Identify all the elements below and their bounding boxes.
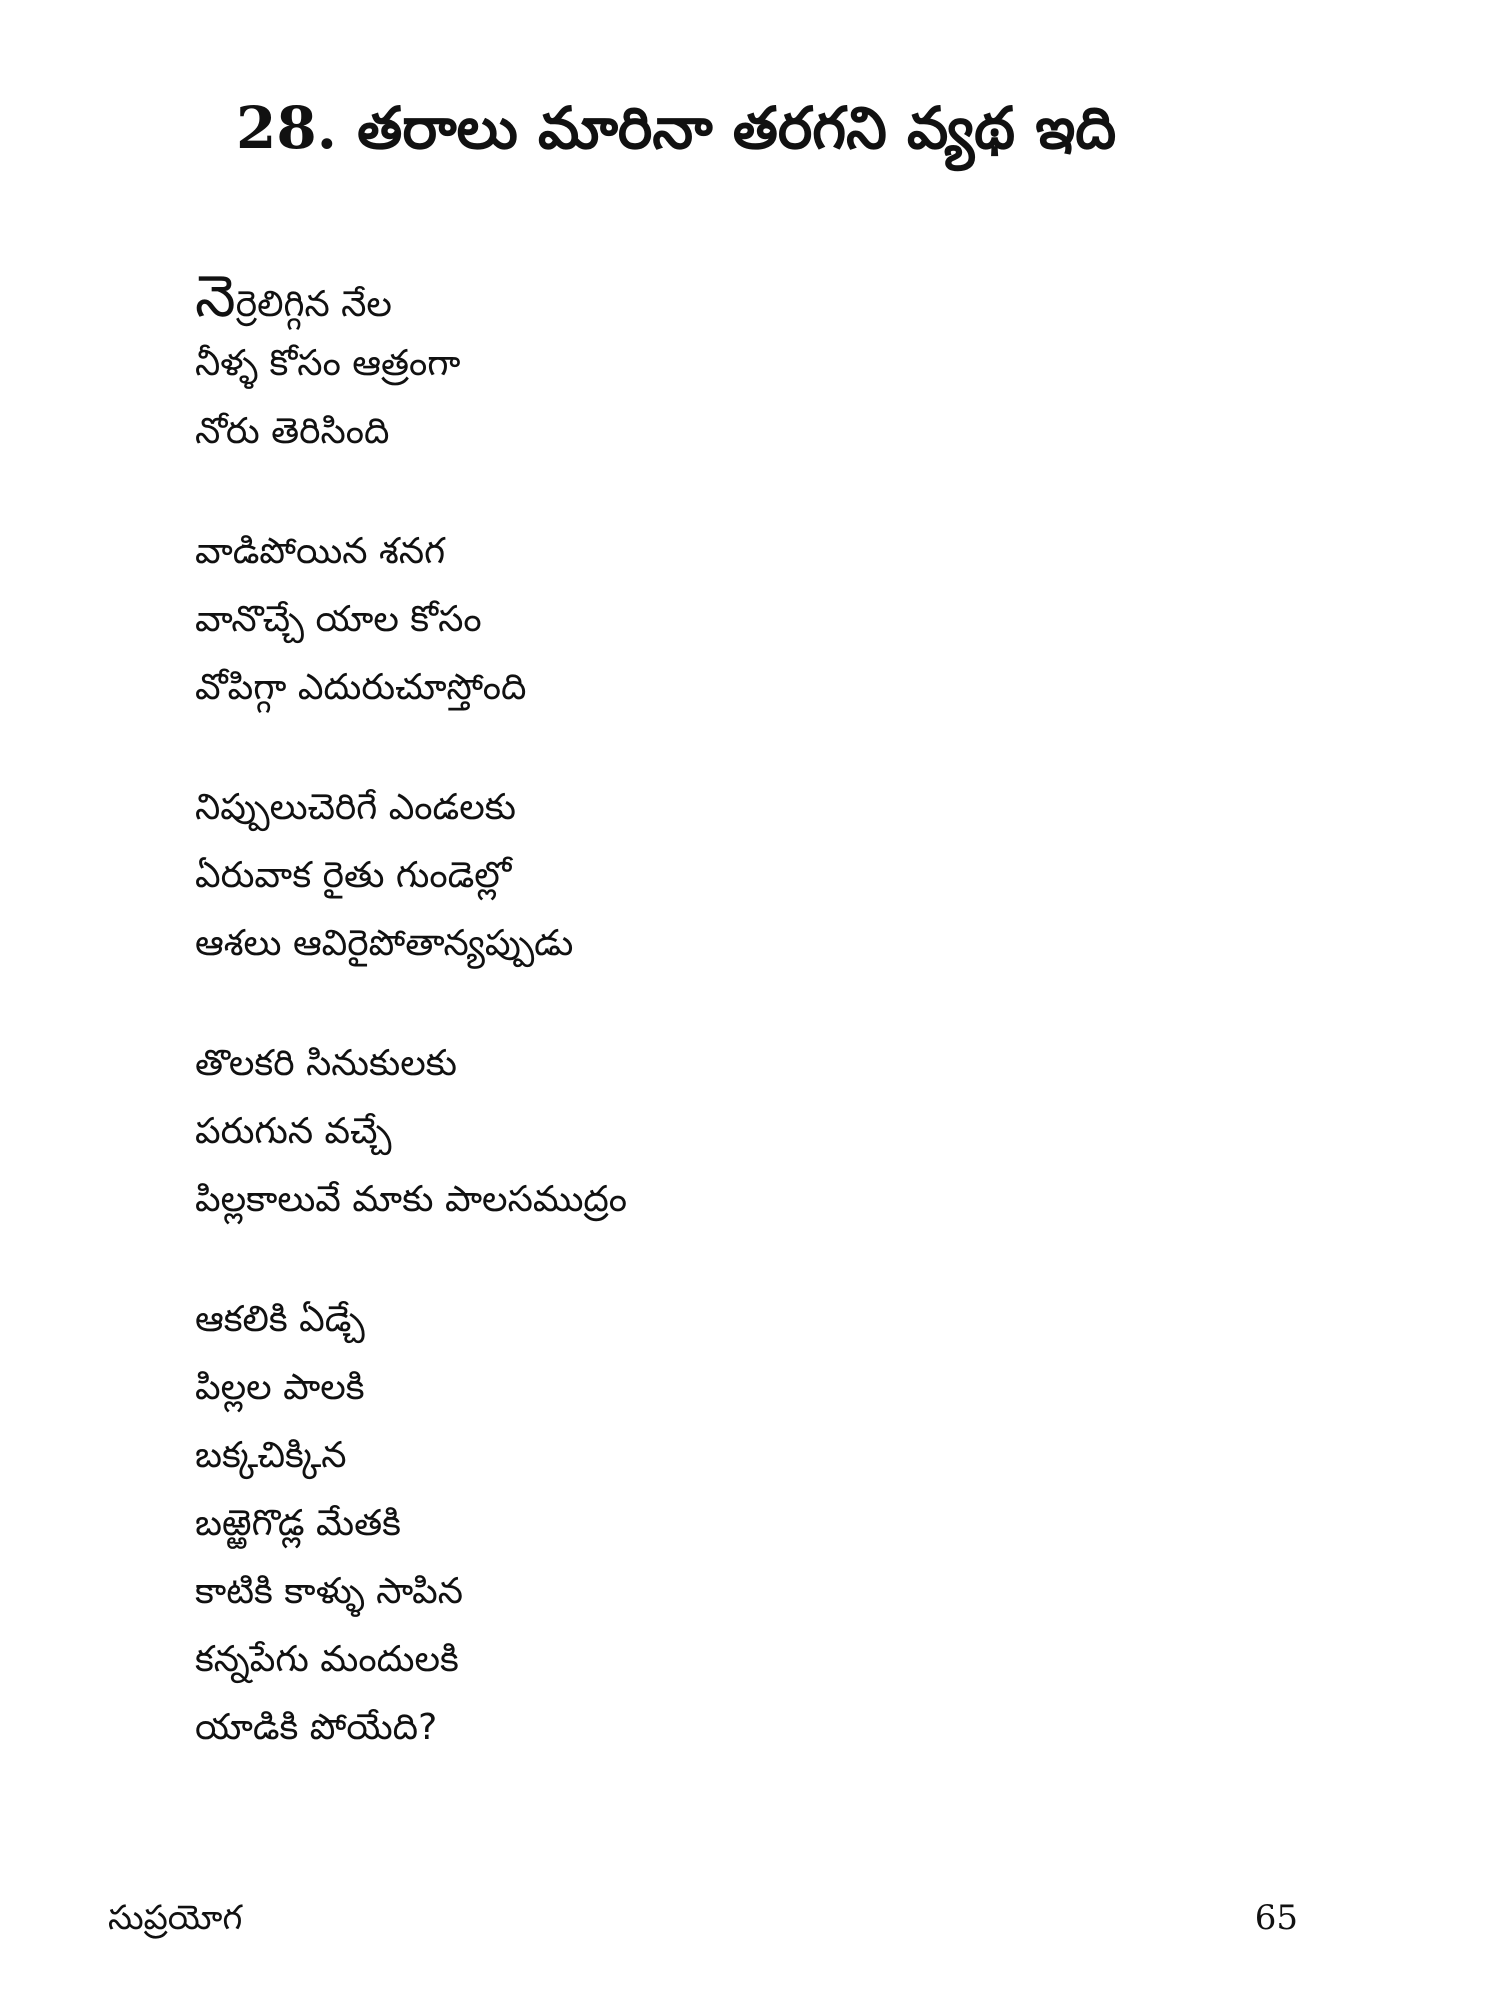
- poem-line: వోపిగ్గా ఎదురుచూస్తోంది: [195, 667, 527, 708]
- poem-line: పిల్లల పాలకి: [195, 1367, 365, 1408]
- poem-line: కన్నపేగు మందులకి: [195, 1639, 459, 1680]
- poem-line: కాటికి కాళ్ళు సాపిన: [195, 1571, 464, 1612]
- poem-line: తొలకరి సినుకులకు: [195, 1043, 458, 1084]
- poem-line: ఆకలికి ఏడ్చే: [195, 1299, 365, 1340]
- poem-line: బక్కచిక్కిన: [195, 1435, 347, 1476]
- poem-line: వానొచ్చే యాల కోసం: [195, 599, 482, 640]
- poem-line: బఱ్ఱెగొడ్ల మేతకి: [195, 1503, 401, 1544]
- poem-line: వాడిపోయిన శనగ: [195, 531, 446, 572]
- poem-line: [195, 262, 1295, 330]
- stanza-1: [195, 262, 1295, 466]
- stanza-5: [195, 1286, 1295, 1762]
- poem-line: యాడికి పోయేది?: [195, 1707, 438, 1748]
- poem-line: నోరు తెరిసింది: [195, 411, 390, 452]
- poem-title: 28. తరాలు మారినా తరగని వ్యథ ఇది: [236, 94, 1117, 162]
- page-number: 65: [1254, 1898, 1298, 1938]
- poem-line: నీళ్ళ కోసం ఆత్రంగా: [195, 343, 461, 384]
- stanza-4: [195, 1030, 1295, 1234]
- stanza-3: [195, 774, 1295, 978]
- drop-cap: నె: [195, 262, 236, 330]
- poem-line: ఏరువాక రైతు గుండెల్లో: [195, 855, 512, 896]
- poem-line: పరుగున వచ్చే: [195, 1111, 392, 1152]
- running-footer-book-title: సుప్రయోగ: [108, 1898, 243, 1938]
- poem-line: పిల్లకాలువే మాకు పాలసముద్రం: [195, 1179, 628, 1220]
- poem-line: నిప్పులుచెరిగే ఎండలకు: [195, 787, 516, 828]
- poem-body: [195, 262, 1295, 1814]
- poem-line: ఆశలు ఆవిరైపోతాన్యప్పుడు: [195, 923, 574, 964]
- stanza-2: [195, 518, 1295, 722]
- poem-line-text: ర్రెలిగ్గిన నేల: [235, 284, 392, 325]
